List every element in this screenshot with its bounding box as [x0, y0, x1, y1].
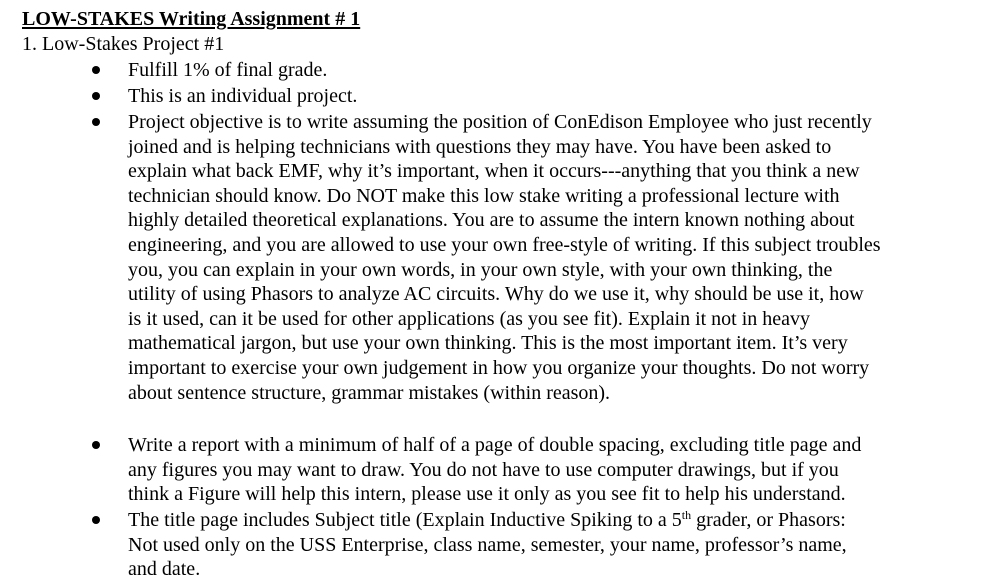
bullet-text — [128, 110, 881, 405]
text-segment: grader, or Phasors: — [691, 509, 846, 531]
text-line: explain what back EMF, why it’s important, when it occurs---anything that you think a new — [128, 160, 860, 183]
bullet-text — [128, 433, 861, 507]
text-line: Not used only on the USS Enterprise, class name, semester, your name, professor’s name, — [128, 533, 847, 556]
superscript-ordinal: th — [681, 508, 692, 522]
text-line: technician should know. Do NOT make this low stake writing a professional lecture with — [128, 184, 840, 207]
text-line: about sentence structure, grammar mistakes (within reason). — [128, 381, 611, 404]
bullet-dot-icon — [92, 92, 100, 100]
text-line: you, you can explain in your own words, in your own style, with your own thinking, the — [128, 258, 833, 281]
text-line: and date. — [128, 558, 201, 581]
text-line: engineering, and you are allowed to use your own free-style of writing. If this subject troubles — [128, 233, 881, 256]
bullet-text — [128, 84, 357, 109]
text-line: Fulfill 1% of final grade. — [128, 59, 328, 81]
text-line — [128, 508, 847, 533]
bullet-dot-icon — [92, 118, 100, 126]
assignment-title: LOW-STAKES Writing Assignment # 1 — [22, 8, 361, 30]
text-line: highly detailed theoretical explanations. You are to assume the intern known nothing about — [128, 209, 855, 232]
text-line: mathematical jargon, but use your own thinking. This is the most important item. It’s very — [128, 332, 848, 355]
text-line: is it used, can it be used for other applications (as you see fit). Explain it not in heavy — [128, 307, 811, 330]
text-line: joined and is helping technicians with questions they may have. You have been asked to — [128, 135, 832, 158]
text-line: important to exercise your own judgement in how you organize your thoughts. Do not worry — [128, 356, 870, 379]
bullet-dot-icon — [92, 66, 100, 74]
text-line: Write a report with a minimum of half of a page of double spacing, excluding title page and — [128, 434, 862, 456]
bullet-dot-icon — [92, 441, 100, 449]
bullet-text — [128, 58, 327, 83]
bullet-text — [128, 508, 847, 582]
text-line: utility of using Phasors to analyze AC circuits. Why do we use it, why should be use it, how — [128, 283, 864, 306]
bullet-dot-icon — [92, 516, 100, 524]
text-line: any figures you may want to draw. You do not have to use computer drawings, but if you — [128, 458, 839, 481]
text-line: This is an individual project. — [128, 85, 358, 107]
project-label: 1. Low-Stakes Project #1 — [22, 33, 225, 55]
text-segment: The title page includes Subject title (Explain Inductive Spiking to a 5 — [128, 509, 682, 531]
text-line: think a Figure will help this intern, please use it only as you see fit to help his understand. — [128, 483, 846, 506]
text-line: Project objective is to write assuming the position of ConEdison Employee who just recently — [128, 111, 872, 133]
